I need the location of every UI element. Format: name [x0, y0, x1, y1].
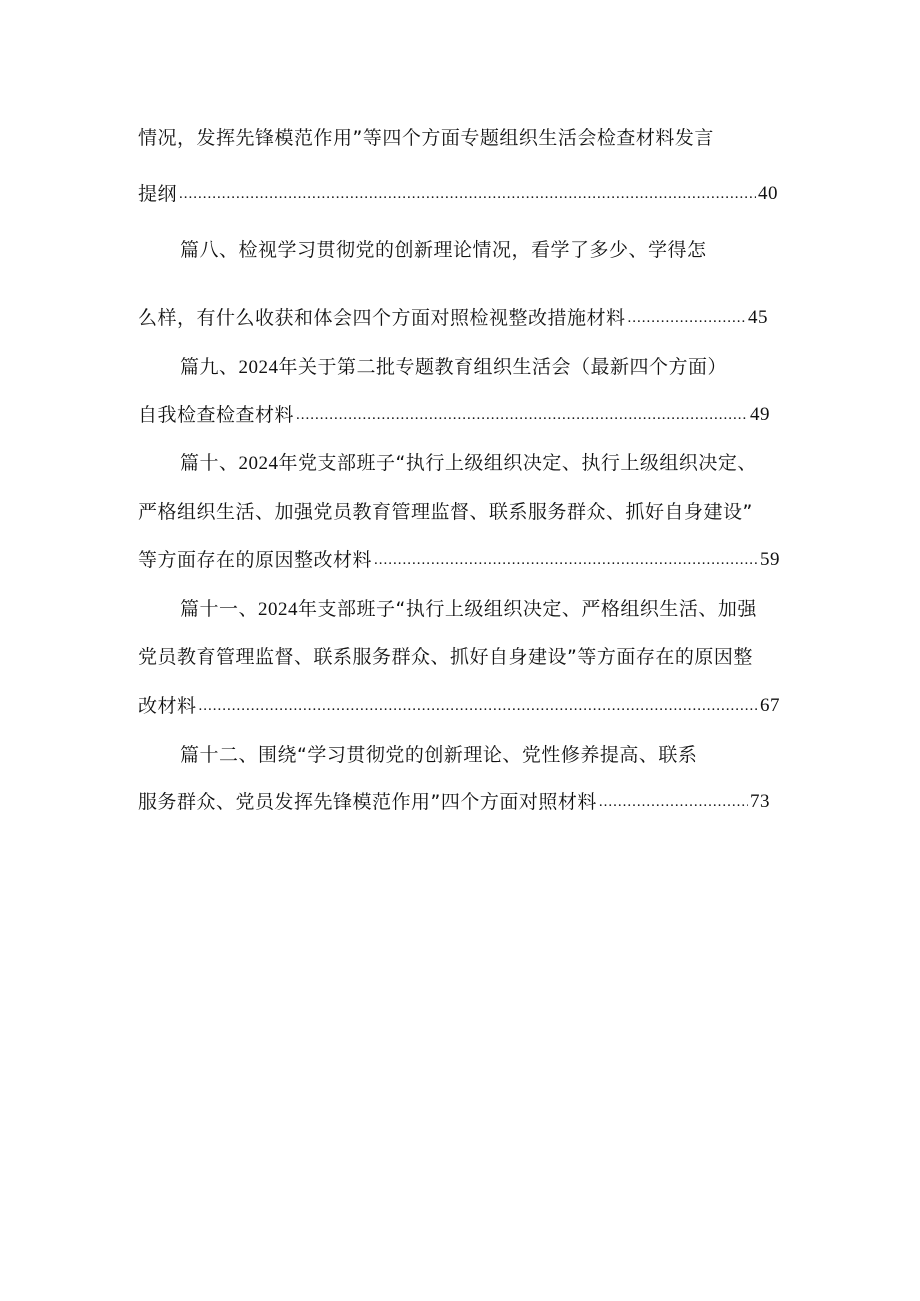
toc-entry-9-line-1: [180, 351, 727, 383]
toc-dot-leader: [296, 399, 748, 431]
toc-page-number: 67: [760, 695, 780, 716]
toc-entry-11-line-2: 党员教育管理监督、联系服务群众、抓好自身建设”等方面存在的原因整: [138, 646, 753, 668]
toc-entry-11-line-3: [138, 690, 780, 722]
toc-entry-10-line-1: [180, 447, 757, 479]
toc-dot-leader: [599, 786, 748, 818]
toc-entry-10-line-2: 严格组织生活、加强党员教育管理监督、联系服务群众、抓好自身建设”: [138, 501, 753, 523]
toc-dot-leader: [179, 178, 756, 210]
toc-page-number: 73: [750, 791, 770, 812]
toc-entry-text: 等方面存在的原因整改材料: [138, 549, 373, 571]
toc-entry-title: 年党支部班子“执行上级组织决定、执行上级组织决定、: [278, 452, 757, 474]
toc-entry-year: 2024: [238, 357, 279, 378]
toc-entry-prefix: 篇十一、: [180, 598, 259, 620]
toc-entry-prefix: 篇十、: [180, 452, 239, 474]
toc-entry-title: 年关于第二批专题教育组织生活会（最新四个方面）: [278, 356, 728, 378]
toc-entry-12-line-2: [138, 786, 770, 818]
toc-page-number: 59: [760, 549, 780, 570]
toc-entry-text: 么样，有什么收获和体会四个方面对照检视整改措施材料: [138, 307, 626, 329]
toc-entry-prefix: 篇九、: [180, 356, 239, 378]
toc-entry-title: 年支部班子“执行上级组织决定、严格组织生活、加强: [298, 598, 757, 620]
toc-dot-leader: [199, 690, 758, 722]
toc-entry-11-line-1: [180, 593, 757, 625]
toc-page-number: 45: [748, 307, 768, 328]
toc-entry-text: 自我检查检查材料: [138, 404, 295, 426]
toc-entry-12-line-1: 篇十二、围绕“学习贯彻党的创新理论、党性修养提高、联系: [180, 744, 698, 766]
toc-dot-leader: [374, 544, 758, 576]
toc-entry-text: 提纲: [138, 183, 178, 205]
toc-entry-7-line-1: 情况，发挥先锋模范作用”等四个方面专题组织生活会检查材料发言: [138, 127, 714, 149]
toc-entry-10-line-3: [138, 544, 780, 576]
toc-entry-text: 服务群众、党员发挥先锋模范作用”四个方面对照材料: [138, 791, 597, 813]
toc-entry-text: 改材料: [138, 695, 197, 717]
toc-entry-8-line-2: [138, 302, 768, 334]
toc-page-number: 40: [758, 183, 778, 204]
toc-entry-year: 2024: [238, 453, 279, 474]
toc-entry-year: 2024: [258, 599, 299, 620]
toc-page-number: 49: [750, 404, 770, 425]
toc-entry-9-line-2: [138, 399, 770, 431]
toc-entry-7-line-2: [138, 178, 778, 210]
toc-dot-leader: [628, 302, 746, 334]
toc-entry-8-line-1: 篇八、检视学习贯彻党的创新理论情况，看学了多少、学得怎: [180, 239, 707, 261]
